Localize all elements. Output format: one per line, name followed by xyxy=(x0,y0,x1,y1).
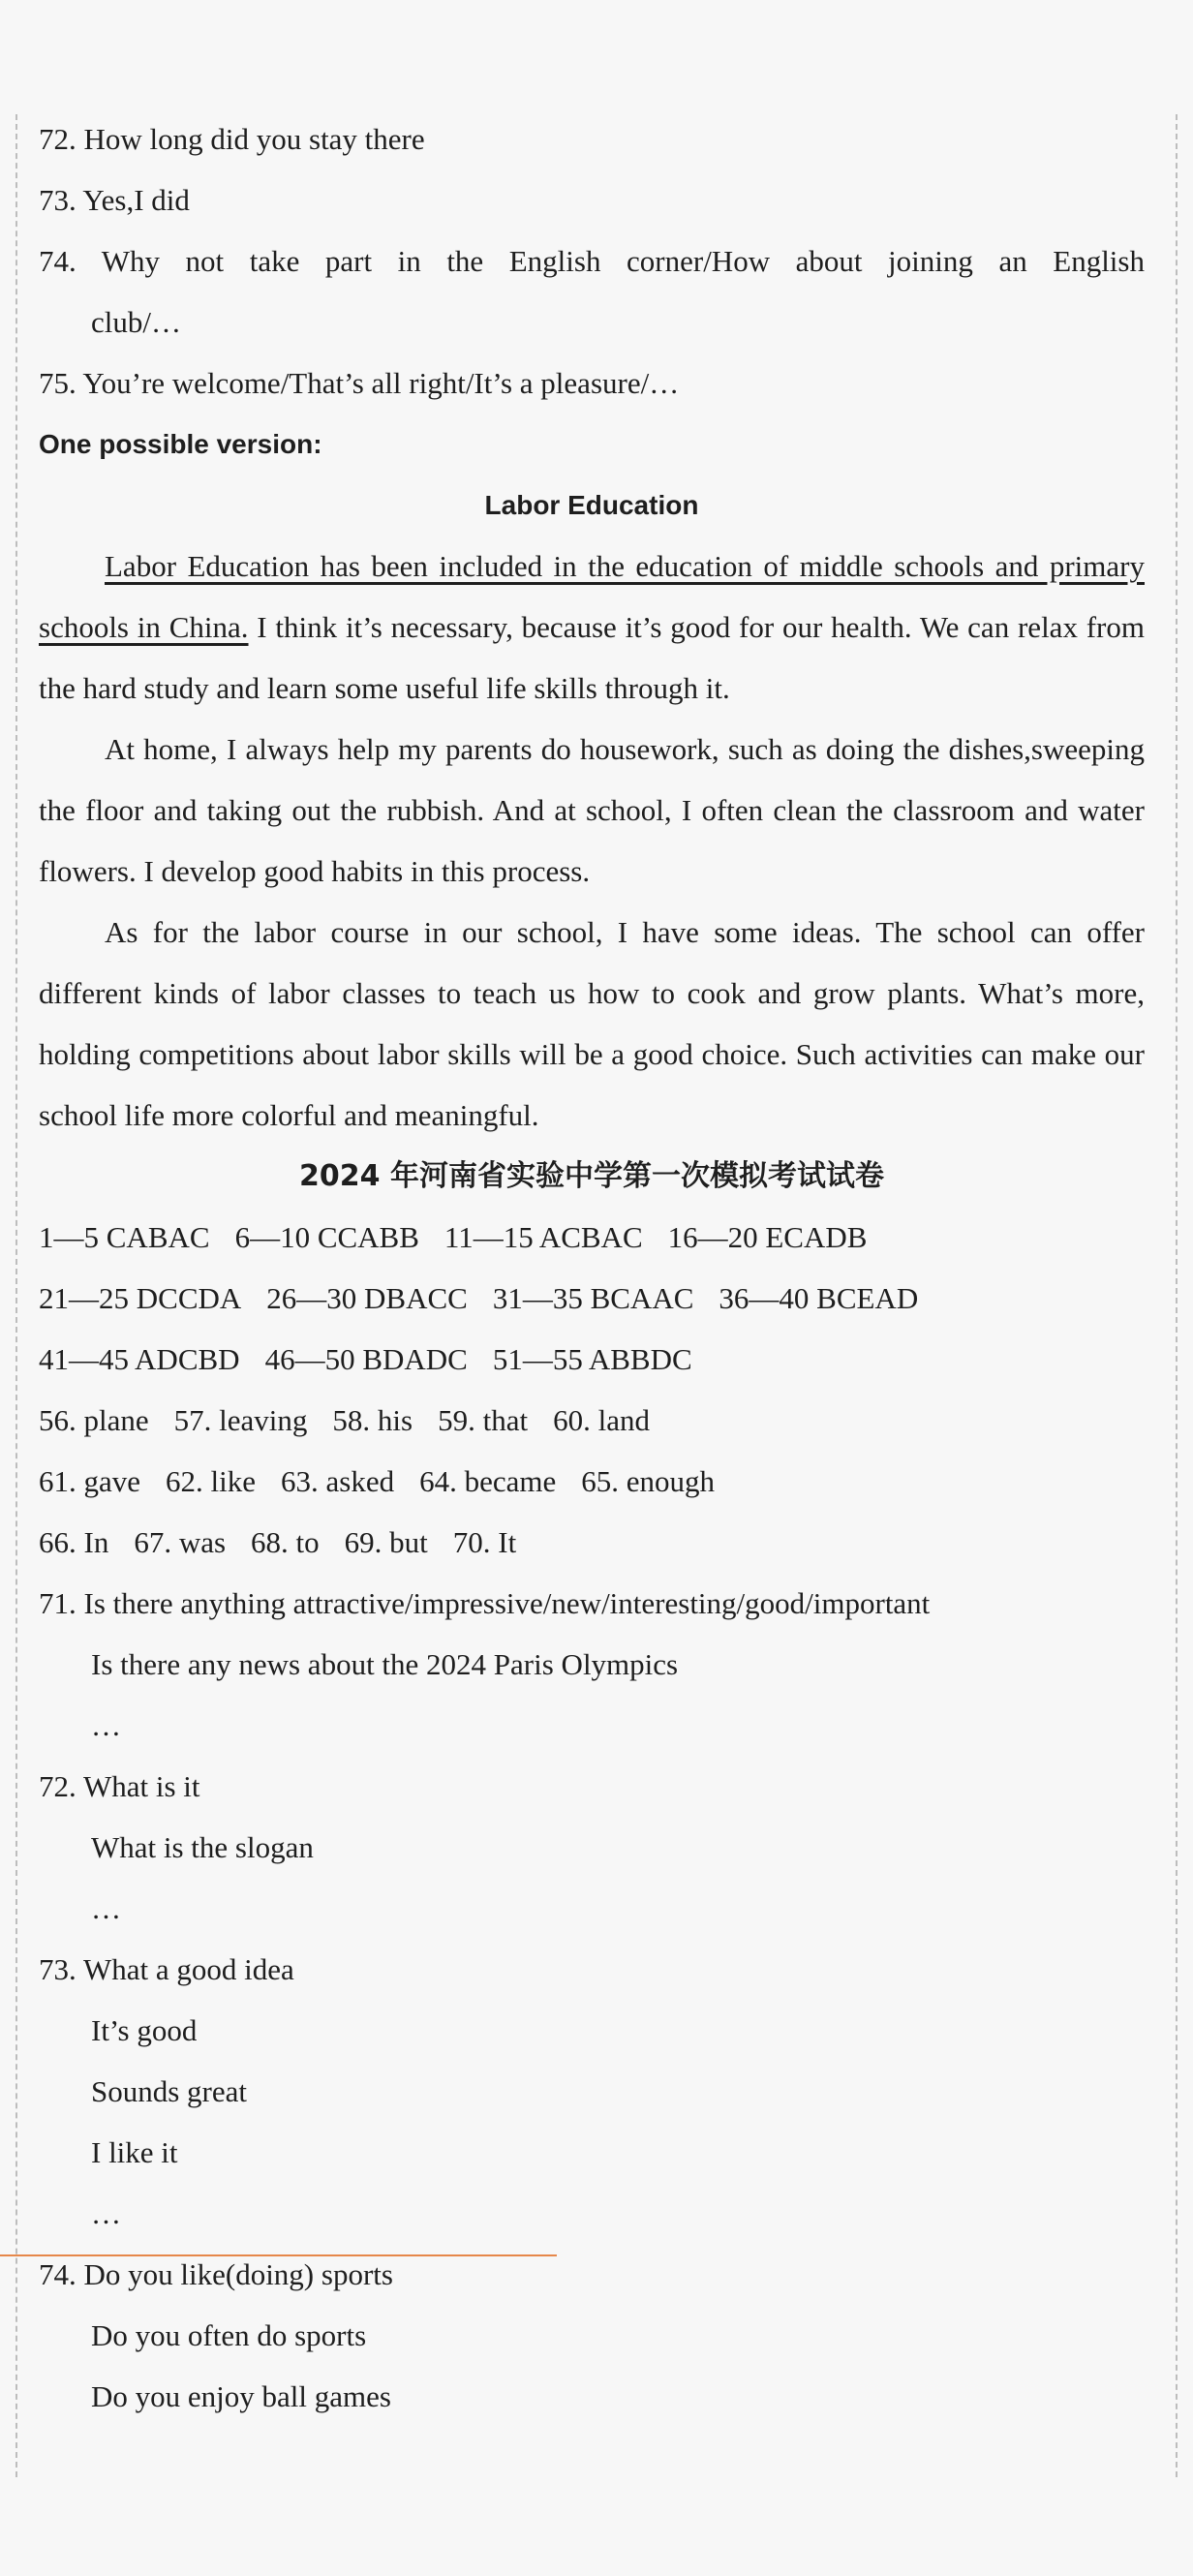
answer-75 xyxy=(39,353,1145,414)
answer-group: 6—10 CCABB xyxy=(234,1220,419,1254)
answer-74 xyxy=(39,230,1145,291)
essay-paragraph-2: At home, I always help my parents do housework, such as doing the dishes,sweeping the floor and taking out the rubbish. And at school, I often clean the classroom and water flowers. I develop good habits in this process. xyxy=(39,732,1145,888)
answer-group: 46—50 BDADC xyxy=(264,1342,468,1376)
item-text: Yes,I did xyxy=(82,183,190,217)
answer-74-continued xyxy=(39,291,1145,353)
answer-item: 69. but xyxy=(344,1525,428,1559)
item-number: 74. xyxy=(39,244,76,278)
version-label: One possible version: xyxy=(39,429,322,459)
item-text: Why not take part in the English corner/How about joining an English xyxy=(101,244,1145,278)
item-number: 71. xyxy=(39,1586,76,1620)
answer-item: 67. was xyxy=(134,1525,227,1559)
answer-74b xyxy=(39,2244,1145,2305)
left-margin-line xyxy=(15,114,17,2477)
answer-group: 21—25 DCCDA xyxy=(39,1281,242,1315)
answer-73 xyxy=(39,169,1145,230)
answer-item: 66. In xyxy=(39,1525,109,1559)
item-number: 72. xyxy=(39,122,76,156)
answer-group: 16—20 ECADB xyxy=(667,1220,868,1254)
answer-group: 26—30 DBACC xyxy=(266,1281,468,1315)
item-text: Do you like(doing) sports xyxy=(83,2257,393,2291)
answer-item: 60. land xyxy=(553,1403,650,1437)
answer-row-4 xyxy=(39,1390,1145,1451)
item-number: 73. xyxy=(39,183,76,217)
paragraph-text: I think it’s necessary, because it’s good for our health. We can relax from the hard study and learn some useful life skills through it. xyxy=(39,610,1145,705)
answer-row-2 xyxy=(39,1268,1145,1329)
answer-72b-alt: What is the slogan xyxy=(91,1830,314,1864)
answer-page xyxy=(39,108,1145,2427)
answer-item: 68. to xyxy=(251,1525,320,1559)
essay-paragraph-3: As for the labor course in our school, I have some ideas. The school can offer different kinds of labor classes to teach us how to cook and grow plants. What’s more, holding competitions about labor skills will be a good choice. Such activities can make our school life more colorful and meaningful. xyxy=(39,915,1145,1132)
answer-group: 31—35 BCAAC xyxy=(492,1281,694,1315)
answer-item: 59. that xyxy=(438,1403,529,1437)
item-text: How long did you stay there xyxy=(83,122,425,156)
answer-73b xyxy=(39,1939,1145,2000)
answer-group: 51—55 ABBDC xyxy=(492,1342,692,1376)
item-number: 75. xyxy=(39,366,76,400)
answer-72b xyxy=(39,1756,1145,1817)
answer-group: 41—45 ADCBD xyxy=(39,1342,240,1376)
answer-item: 65. enough xyxy=(581,1464,716,1498)
answer-group: 1—5 CABAC xyxy=(39,1220,210,1254)
answer-71-alt: Is there any news about the 2024 Paris Olympics xyxy=(91,1647,679,1681)
answer-71-ellipsis: … xyxy=(91,1708,121,1742)
exam-title: 2024 年河南省实验中学第一次模拟考试试卷 xyxy=(299,1159,884,1193)
item-text: What is it xyxy=(82,1769,200,1803)
item-number: 72. xyxy=(39,1769,76,1803)
answer-item: 70. It xyxy=(452,1525,517,1559)
essay-title: Labor Education xyxy=(484,490,699,520)
answer-73b-ellipsis: … xyxy=(91,2196,121,2230)
answer-74b-alt-2: Do you enjoy ball games xyxy=(91,2379,391,2413)
item-text: club/… xyxy=(91,305,181,339)
answer-item: 58. his xyxy=(332,1403,413,1437)
answer-72b-ellipsis: … xyxy=(91,1891,121,1925)
answer-73b-alt-1: It’s good xyxy=(91,2013,198,2047)
answer-71 xyxy=(39,1573,1145,1634)
answer-item: 56. plane xyxy=(39,1403,149,1437)
item-text: Is there anything attractive/impressive/new/interesting/good/important xyxy=(83,1586,931,1620)
item-text: What a good idea xyxy=(82,1952,294,1986)
answer-73b-alt-3: I like it xyxy=(91,2135,178,2169)
underlined-sentence: Labor Education has been included in the education of middle schools and primary schools in China. xyxy=(39,549,1145,644)
answer-74b-alt-1: Do you often do sports xyxy=(91,2318,367,2352)
item-number: 74. xyxy=(39,2257,76,2291)
answer-item: 62. like xyxy=(166,1464,257,1498)
item-text: You’re welcome/That’s all right/It’s a pleasure/… xyxy=(82,366,680,400)
answer-item: 63. asked xyxy=(281,1464,395,1498)
answer-row-1 xyxy=(39,1207,1145,1268)
answer-group: 11—15 ACBAC xyxy=(444,1220,643,1254)
answer-item: 61. gave xyxy=(39,1464,141,1498)
answer-row-6 xyxy=(39,1512,1145,1573)
answer-group: 36—40 BCEAD xyxy=(719,1281,919,1315)
item-number: 73. xyxy=(39,1952,76,1986)
right-margin-line xyxy=(1176,114,1178,2477)
answer-row-3 xyxy=(39,1329,1145,1390)
answer-73b-alt-2: Sounds great xyxy=(91,2074,248,2108)
answer-72 xyxy=(39,108,1145,169)
answer-item: 64. became xyxy=(419,1464,557,1498)
answer-row-5 xyxy=(39,1451,1145,1512)
essay-paragraph-1 xyxy=(39,536,1145,719)
answer-item: 57. leaving xyxy=(173,1403,308,1437)
